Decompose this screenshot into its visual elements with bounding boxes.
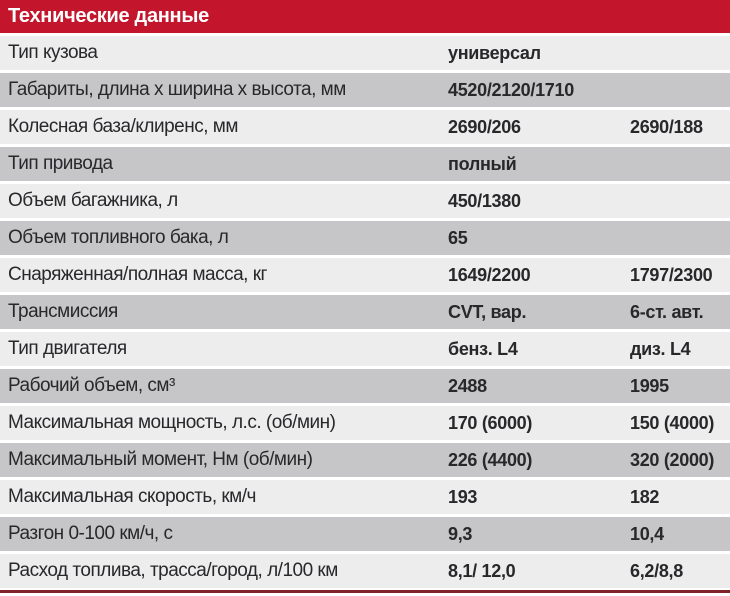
- row-value-first: 193: [448, 486, 478, 507]
- row-label: Снаряженная/полная масса, кг: [8, 264, 267, 285]
- row-label: Тип двигателя: [8, 338, 127, 359]
- row-value-first: 65: [448, 227, 468, 248]
- table-row: [0, 332, 730, 366]
- row-label: Разгон 0-100 км/ч, с: [8, 523, 173, 544]
- row-label: Габариты, длина х ширина х высота, мм: [8, 79, 346, 100]
- row-value-second: 1797/2300: [630, 264, 713, 285]
- row-label: Рабочий объем, см³: [8, 375, 175, 396]
- row-value-first: 4520/2120/1710: [448, 79, 574, 100]
- table-row: [0, 258, 730, 292]
- table-row: [0, 295, 730, 329]
- row-label: Максимальная мощность, л.с. (об/мин): [8, 412, 336, 433]
- table-row: [0, 369, 730, 403]
- row-value-second: 150 (4000): [630, 412, 715, 433]
- row-value-second: 1995: [630, 375, 669, 396]
- row-value-first: универсал: [448, 42, 541, 63]
- row-value-second: 2690/188: [630, 116, 703, 137]
- row-value-second: 6-ст. авт.: [630, 301, 704, 322]
- row-value-first: CVT, вар.: [448, 301, 527, 322]
- table-title: Технические данные: [8, 5, 209, 27]
- row-value-first: бенз. L4: [448, 338, 518, 359]
- table-row: [0, 147, 730, 181]
- row-value-first: 9,3: [448, 523, 473, 544]
- row-value-first: 8,1/ 12,0: [448, 560, 516, 581]
- row-value-second: 182: [630, 486, 660, 507]
- row-value-first: 450/1380: [448, 190, 521, 211]
- row-label: Объем топливного бака, л: [8, 227, 229, 248]
- row-label: Объем багажника, л: [8, 190, 178, 211]
- table-row: [0, 73, 730, 107]
- table-row: [0, 480, 730, 514]
- table-row: [0, 184, 730, 218]
- table-row: [0, 406, 730, 440]
- row-value-first: 170 (6000): [448, 412, 533, 433]
- row-label: Максимальная скорость, км/ч: [8, 486, 256, 507]
- table-row: [0, 443, 730, 477]
- row-value-second: 320 (2000): [630, 449, 715, 470]
- row-value-second: 10,4: [630, 523, 664, 544]
- row-value-first: 226 (4400): [448, 449, 533, 470]
- row-label: Максимальный момент, Нм (об/мин): [8, 449, 313, 470]
- table-row: [0, 221, 730, 255]
- table-header: [0, 0, 730, 33]
- table-row: [0, 517, 730, 551]
- row-label: Тип привода: [8, 153, 113, 174]
- row-value-second: 6,2/8,8: [630, 560, 683, 581]
- row-label: Трансмиссия: [8, 301, 118, 322]
- row-label: Колесная база/клиренс, мм: [8, 116, 238, 137]
- row-value-first: полный: [448, 153, 517, 174]
- table-row: [0, 36, 730, 70]
- spec-table-body: [0, 36, 730, 588]
- row-label: Тип кузова: [8, 42, 98, 63]
- row-label: Расход топлива, трасса/город, л/100 км: [8, 560, 338, 581]
- row-value-first: 2690/206: [448, 116, 521, 137]
- row-value-second: диз. L4: [630, 338, 691, 359]
- table-row: [0, 110, 730, 144]
- table-row: [0, 554, 730, 588]
- bottom-divider: [0, 590, 730, 593]
- row-value-first: 2488: [448, 375, 487, 396]
- row-value-first: 1649/2200: [448, 264, 531, 285]
